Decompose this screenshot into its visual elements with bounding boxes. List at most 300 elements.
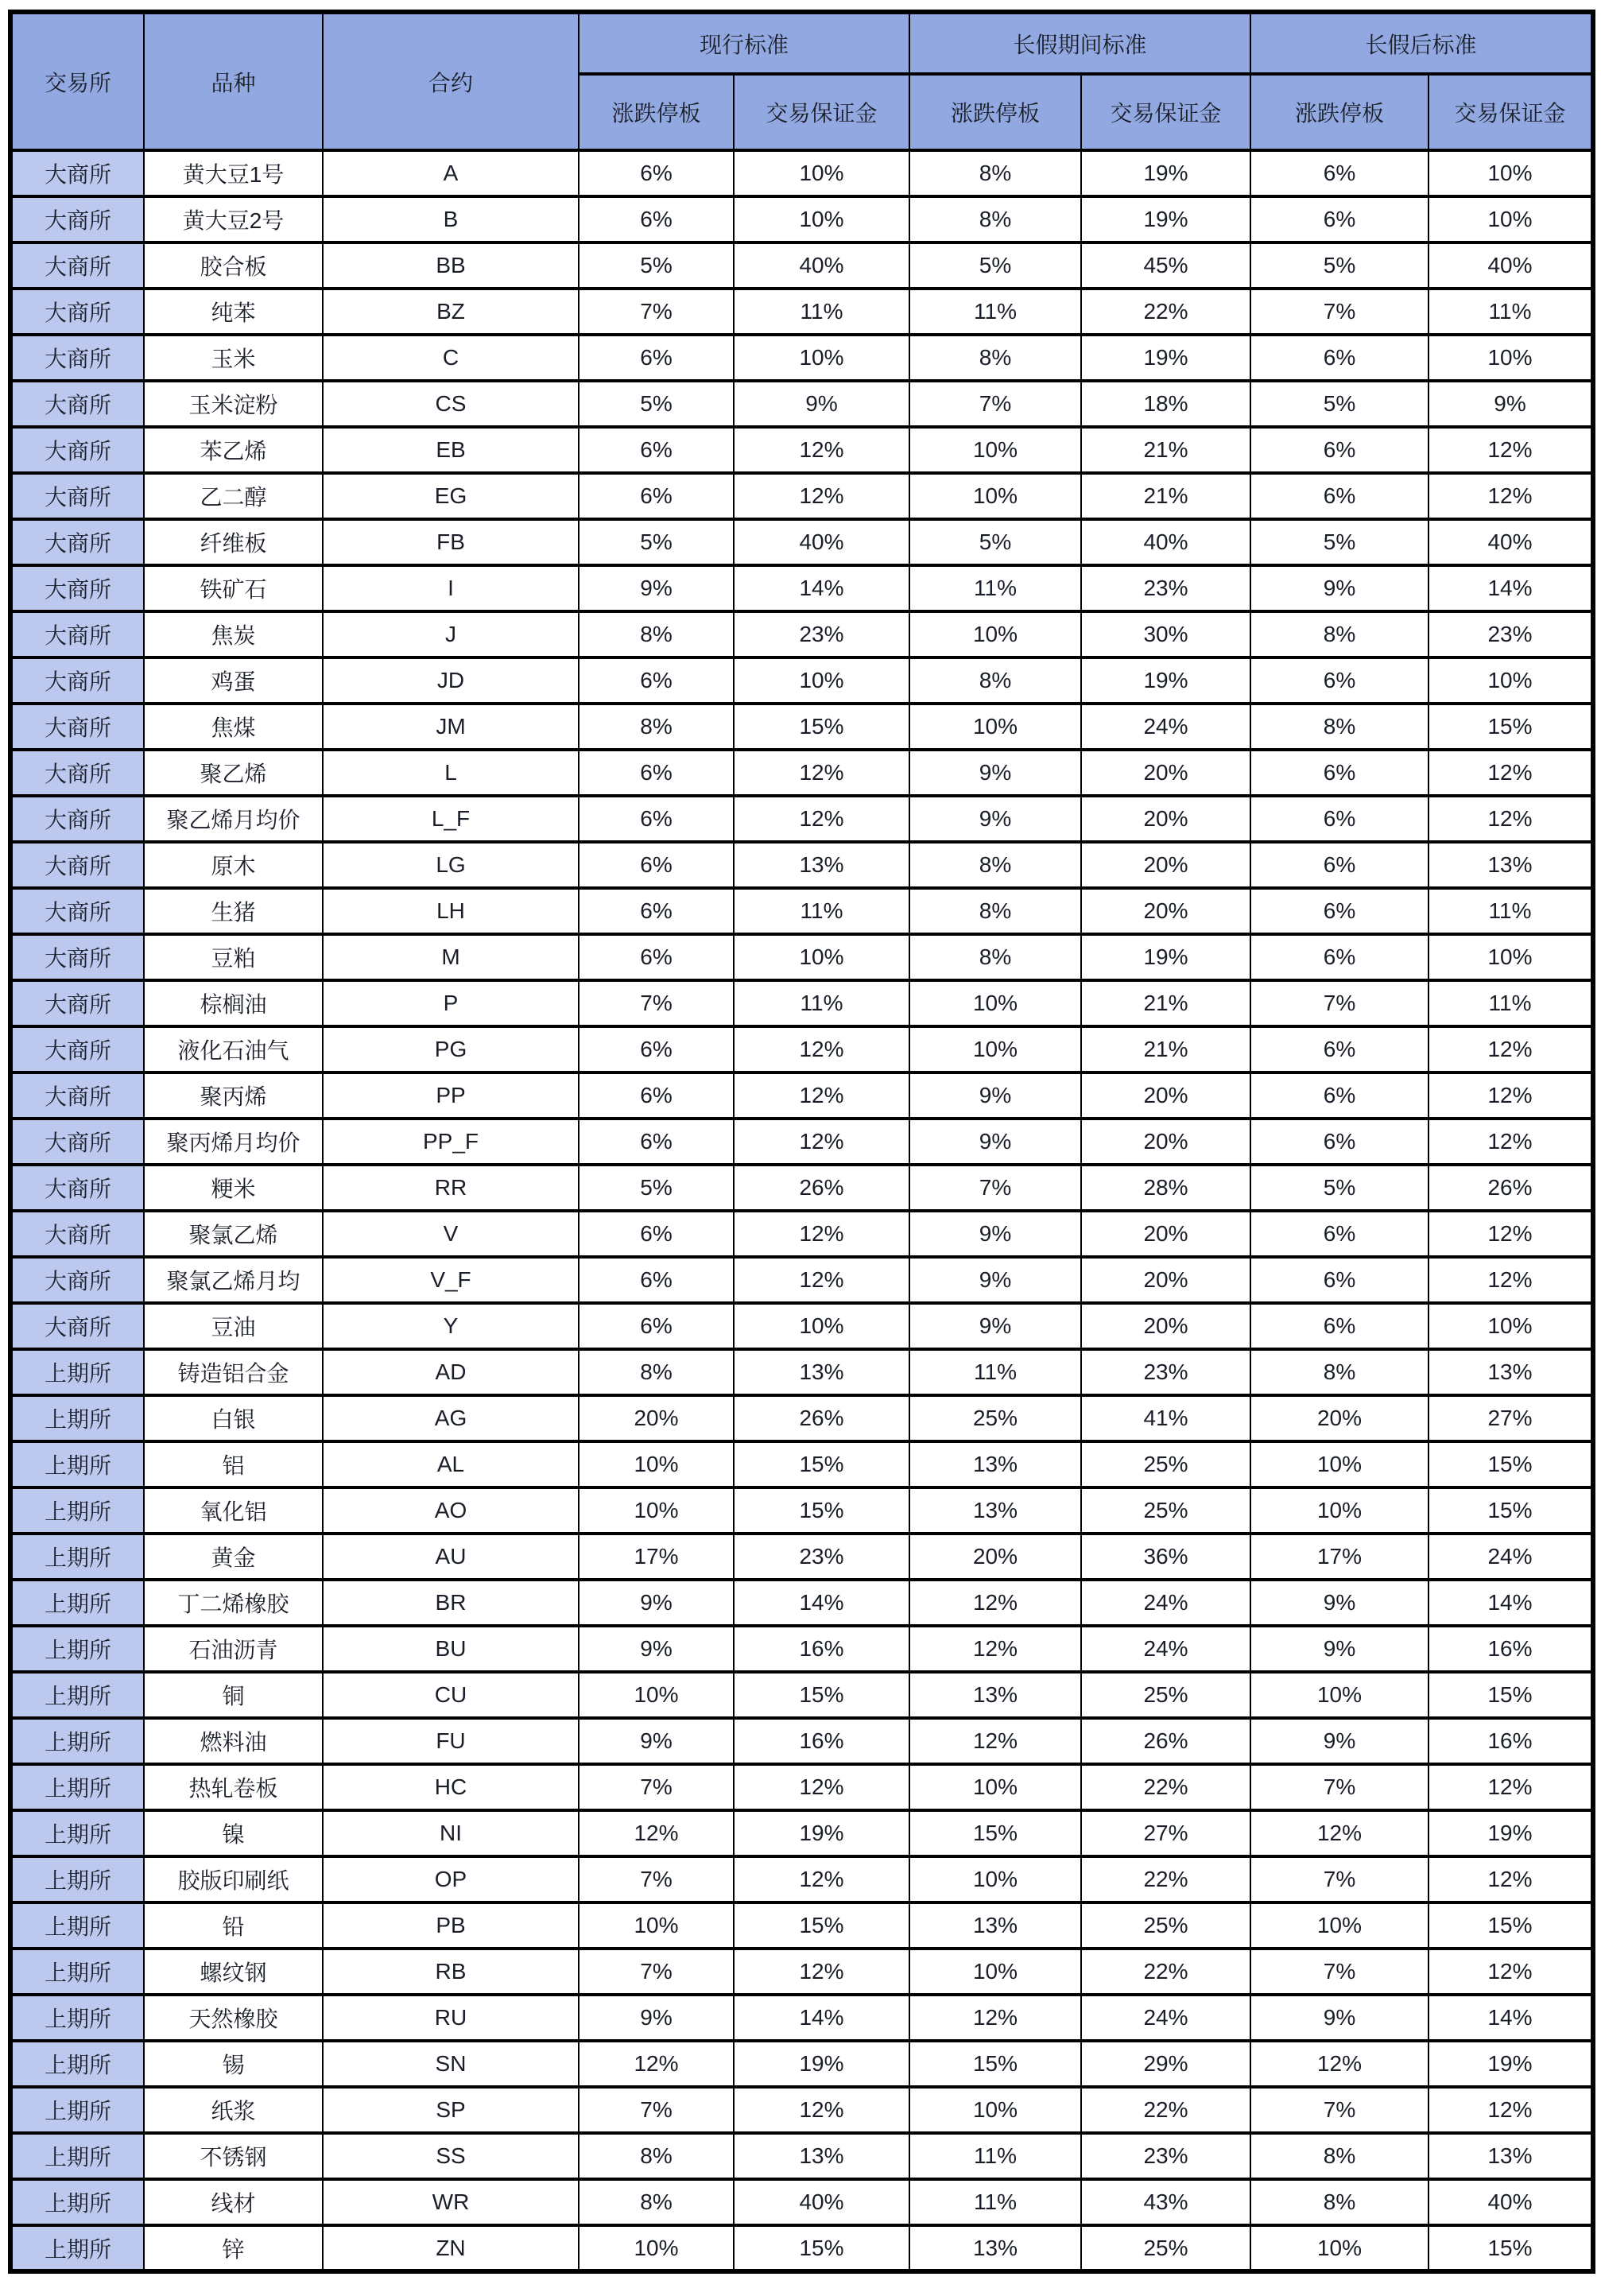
- cell-product: 黄金: [144, 1534, 323, 1580]
- cell-product: 液化石油气: [144, 1026, 323, 1072]
- cell-contract: ZN: [323, 2225, 579, 2271]
- cell-holiday-margin: 25%: [1081, 1672, 1250, 1718]
- cell-contract: SP: [323, 2087, 579, 2133]
- cell-holiday-margin: 20%: [1081, 1211, 1250, 1257]
- cell-holiday-margin: 19%: [1081, 934, 1250, 980]
- cell-exchange: 大商所: [10, 1257, 144, 1303]
- cell-holiday-margin: 20%: [1081, 750, 1250, 796]
- header-current-margin: 交易保证金: [734, 74, 909, 150]
- cell-product: 铁矿石: [144, 565, 323, 611]
- cell-after-limit: 7%: [1250, 289, 1428, 335]
- cell-contract: WR: [323, 2179, 579, 2225]
- cell-after-limit: 8%: [1250, 1349, 1428, 1395]
- cell-current-margin: 40%: [734, 242, 909, 289]
- cell-after-limit: 6%: [1250, 888, 1428, 934]
- cell-after-margin: 12%: [1428, 796, 1593, 842]
- cell-holiday-margin: 40%: [1081, 519, 1250, 565]
- cell-current-limit: 6%: [579, 1257, 734, 1303]
- cell-holiday-margin: 24%: [1081, 1995, 1250, 2041]
- cell-holiday-margin: 21%: [1081, 1026, 1250, 1072]
- header-group-current: 现行标准: [579, 12, 909, 74]
- cell-current-margin: 40%: [734, 2179, 909, 2225]
- cell-after-limit: 6%: [1250, 1211, 1428, 1257]
- cell-current-limit: 8%: [579, 2179, 734, 2225]
- cell-after-margin: 15%: [1428, 704, 1593, 750]
- cell-holiday-margin: 22%: [1081, 1949, 1250, 1995]
- table-row: [10, 1810, 1593, 1856]
- cell-contract: PP: [323, 1072, 579, 1119]
- cell-product: 苯乙烯: [144, 427, 323, 473]
- cell-current-limit: 7%: [579, 1949, 734, 1995]
- table-row: [10, 565, 1593, 611]
- cell-current-limit: 7%: [579, 2087, 734, 2133]
- cell-current-margin: 14%: [734, 565, 909, 611]
- cell-product: 玉米淀粉: [144, 381, 323, 427]
- cell-holiday-limit: 10%: [909, 1764, 1081, 1810]
- cell-current-margin: 11%: [734, 289, 909, 335]
- table-row: [10, 1902, 1593, 1949]
- cell-holiday-margin: 25%: [1081, 1902, 1250, 1949]
- cell-exchange: 大商所: [10, 980, 144, 1026]
- cell-exchange: 上期所: [10, 1718, 144, 1764]
- cell-product: 石油沥青: [144, 1626, 323, 1672]
- cell-current-margin: 11%: [734, 980, 909, 1026]
- cell-exchange: 大商所: [10, 704, 144, 750]
- cell-exchange: 大商所: [10, 1211, 144, 1257]
- cell-holiday-limit: 10%: [909, 1856, 1081, 1902]
- cell-current-limit: 10%: [579, 1672, 734, 1718]
- cell-holiday-margin: 23%: [1081, 565, 1250, 611]
- header-group-holiday: 长假期间标准: [909, 12, 1250, 74]
- header-current-limit: 涨跌停板: [579, 74, 734, 150]
- cell-current-limit: 6%: [579, 150, 734, 196]
- cell-contract: AU: [323, 1534, 579, 1580]
- cell-current-margin: 14%: [734, 1580, 909, 1626]
- cell-contract: JM: [323, 704, 579, 750]
- cell-contract: J: [323, 611, 579, 657]
- cell-after-limit: 8%: [1250, 2133, 1428, 2179]
- table-row: [10, 611, 1593, 657]
- cell-after-margin: 15%: [1428, 1672, 1593, 1718]
- table-row: [10, 1441, 1593, 1487]
- cell-holiday-margin: 23%: [1081, 2133, 1250, 2179]
- cell-current-margin: 13%: [734, 2133, 909, 2179]
- cell-product: 线材: [144, 2179, 323, 2225]
- cell-product: 纸浆: [144, 2087, 323, 2133]
- cell-holiday-limit: 10%: [909, 980, 1081, 1026]
- cell-product: 聚乙烯: [144, 750, 323, 796]
- cell-holiday-margin: 41%: [1081, 1395, 1250, 1441]
- cell-holiday-margin: 20%: [1081, 1303, 1250, 1349]
- cell-after-margin: 10%: [1428, 196, 1593, 242]
- cell-exchange: 大商所: [10, 196, 144, 242]
- cell-current-limit: 6%: [579, 1211, 734, 1257]
- cell-after-limit: 7%: [1250, 1764, 1428, 1810]
- cell-after-margin: 13%: [1428, 842, 1593, 888]
- table-row: [10, 1856, 1593, 1902]
- cell-current-margin: 12%: [734, 1026, 909, 1072]
- cell-current-limit: 6%: [579, 473, 734, 519]
- cell-holiday-limit: 11%: [909, 2133, 1081, 2179]
- cell-holiday-limit: 5%: [909, 519, 1081, 565]
- cell-current-margin: 23%: [734, 1534, 909, 1580]
- cell-holiday-limit: 13%: [909, 1487, 1081, 1534]
- cell-after-limit: 8%: [1250, 704, 1428, 750]
- cell-product: 黄大豆2号: [144, 196, 323, 242]
- cell-holiday-margin: 36%: [1081, 1534, 1250, 1580]
- cell-exchange: 大商所: [10, 934, 144, 980]
- table-row: [10, 934, 1593, 980]
- table-row: [10, 1626, 1593, 1672]
- table-row: [10, 1949, 1593, 1995]
- cell-current-limit: 8%: [579, 1349, 734, 1395]
- table-row: [10, 1026, 1593, 1072]
- cell-after-margin: 16%: [1428, 1626, 1593, 1672]
- cell-current-margin: 12%: [734, 1856, 909, 1902]
- cell-holiday-limit: 13%: [909, 1902, 1081, 1949]
- cell-holiday-limit: 8%: [909, 196, 1081, 242]
- cell-contract: EB: [323, 427, 579, 473]
- cell-current-margin: 14%: [734, 1995, 909, 2041]
- header-after-limit: 涨跌停板: [1250, 74, 1428, 150]
- cell-after-margin: 11%: [1428, 289, 1593, 335]
- table-row: [10, 2179, 1593, 2225]
- cell-current-margin: 12%: [734, 1257, 909, 1303]
- cell-exchange: 上期所: [10, 2225, 144, 2271]
- cell-exchange: 上期所: [10, 1764, 144, 1810]
- header-product: 品种: [144, 12, 323, 150]
- cell-current-margin: 10%: [734, 934, 909, 980]
- cell-after-limit: 9%: [1250, 1580, 1428, 1626]
- cell-contract: V_F: [323, 1257, 579, 1303]
- cell-product: 生猪: [144, 888, 323, 934]
- cell-current-margin: 10%: [734, 196, 909, 242]
- cell-contract: L: [323, 750, 579, 796]
- cell-exchange: 上期所: [10, 2133, 144, 2179]
- table-row: [10, 1487, 1593, 1534]
- cell-current-limit: 6%: [579, 427, 734, 473]
- cell-after-margin: 15%: [1428, 1902, 1593, 1949]
- cell-current-limit: 10%: [579, 2225, 734, 2271]
- cell-after-limit: 6%: [1250, 196, 1428, 242]
- cell-product: 燃料油: [144, 1718, 323, 1764]
- cell-after-limit: 6%: [1250, 1072, 1428, 1119]
- cell-holiday-limit: 7%: [909, 381, 1081, 427]
- cell-exchange: 上期所: [10, 1395, 144, 1441]
- cell-holiday-limit: 20%: [909, 1534, 1081, 1580]
- cell-after-margin: 24%: [1428, 1534, 1593, 1580]
- table-row: [10, 1764, 1593, 1810]
- cell-product: 热轧卷板: [144, 1764, 323, 1810]
- cell-current-margin: 13%: [734, 842, 909, 888]
- cell-holiday-limit: 10%: [909, 2087, 1081, 2133]
- cell-holiday-margin: 24%: [1081, 1580, 1250, 1626]
- cell-after-margin: 12%: [1428, 1949, 1593, 1995]
- cell-exchange: 上期所: [10, 1949, 144, 1995]
- cell-contract: AL: [323, 1441, 579, 1487]
- cell-holiday-margin: 30%: [1081, 611, 1250, 657]
- cell-product: 原木: [144, 842, 323, 888]
- cell-contract: B: [323, 196, 579, 242]
- cell-after-limit: 6%: [1250, 335, 1428, 381]
- cell-exchange: 上期所: [10, 2087, 144, 2133]
- cell-current-limit: 6%: [579, 1303, 734, 1349]
- cell-exchange: 大商所: [10, 473, 144, 519]
- table-row: [10, 842, 1593, 888]
- cell-contract: A: [323, 150, 579, 196]
- cell-after-limit: 6%: [1250, 150, 1428, 196]
- cell-contract: Y: [323, 1303, 579, 1349]
- cell-exchange: 大商所: [10, 888, 144, 934]
- cell-contract: M: [323, 934, 579, 980]
- table-row: [10, 427, 1593, 473]
- cell-holiday-margin: 19%: [1081, 150, 1250, 196]
- cell-holiday-limit: 12%: [909, 1580, 1081, 1626]
- cell-product: 丁二烯橡胶: [144, 1580, 323, 1626]
- cell-current-margin: 12%: [734, 796, 909, 842]
- table-row: [10, 1672, 1593, 1718]
- cell-after-margin: 9%: [1428, 381, 1593, 427]
- cell-holiday-limit: 9%: [909, 1257, 1081, 1303]
- cell-product: 天然橡胶: [144, 1995, 323, 2041]
- cell-contract: BU: [323, 1626, 579, 1672]
- cell-holiday-margin: 26%: [1081, 1718, 1250, 1764]
- cell-holiday-limit: 9%: [909, 1303, 1081, 1349]
- cell-after-margin: 23%: [1428, 611, 1593, 657]
- table-row: [10, 657, 1593, 704]
- cell-current-limit: 9%: [579, 1718, 734, 1764]
- cell-holiday-limit: 13%: [909, 2225, 1081, 2271]
- cell-current-limit: 12%: [579, 1810, 734, 1856]
- cell-after-margin: 10%: [1428, 335, 1593, 381]
- cell-current-limit: 6%: [579, 842, 734, 888]
- cell-exchange: 上期所: [10, 1487, 144, 1534]
- cell-after-limit: 7%: [1250, 2087, 1428, 2133]
- cell-after-margin: 13%: [1428, 1349, 1593, 1395]
- cell-after-limit: 9%: [1250, 565, 1428, 611]
- table-row: [10, 242, 1593, 289]
- cell-current-margin: 11%: [734, 888, 909, 934]
- cell-contract: FB: [323, 519, 579, 565]
- cell-holiday-margin: 22%: [1081, 289, 1250, 335]
- cell-holiday-limit: 15%: [909, 2041, 1081, 2087]
- cell-current-margin: 26%: [734, 1395, 909, 1441]
- table-row: [10, 796, 1593, 842]
- header-exchange: 交易所: [10, 12, 144, 150]
- cell-current-limit: 8%: [579, 611, 734, 657]
- cell-holiday-limit: 10%: [909, 704, 1081, 750]
- table-row: [10, 1580, 1593, 1626]
- cell-contract: EG: [323, 473, 579, 519]
- cell-after-limit: 12%: [1250, 2041, 1428, 2087]
- cell-after-limit: 8%: [1250, 611, 1428, 657]
- cell-current-margin: 12%: [734, 1211, 909, 1257]
- cell-holiday-margin: 19%: [1081, 335, 1250, 381]
- cell-contract: I: [323, 565, 579, 611]
- cell-contract: RU: [323, 1995, 579, 2041]
- cell-current-margin: 12%: [734, 1764, 909, 1810]
- cell-exchange: 上期所: [10, 1441, 144, 1487]
- cell-current-limit: 6%: [579, 1119, 734, 1165]
- cell-current-margin: 12%: [734, 2087, 909, 2133]
- cell-exchange: 大商所: [10, 335, 144, 381]
- cell-holiday-margin: 25%: [1081, 1487, 1250, 1534]
- header-group-after-holiday: 长假后标准: [1250, 12, 1593, 74]
- cell-contract: BR: [323, 1580, 579, 1626]
- cell-exchange: 大商所: [10, 750, 144, 796]
- cell-product: 纯苯: [144, 289, 323, 335]
- table-row: [10, 750, 1593, 796]
- cell-holiday-limit: 12%: [909, 1626, 1081, 1672]
- cell-contract: PB: [323, 1902, 579, 1949]
- cell-exchange: 上期所: [10, 1856, 144, 1902]
- cell-holiday-limit: 9%: [909, 1072, 1081, 1119]
- table-row: [10, 980, 1593, 1026]
- cell-after-margin: 10%: [1428, 657, 1593, 704]
- table-row: [10, 1995, 1593, 2041]
- cell-after-limit: 5%: [1250, 1165, 1428, 1211]
- cell-holiday-margin: 18%: [1081, 381, 1250, 427]
- cell-contract: AD: [323, 1349, 579, 1395]
- cell-contract: FU: [323, 1718, 579, 1764]
- table-row: [10, 1718, 1593, 1764]
- cell-product: 铸造铝合金: [144, 1349, 323, 1395]
- cell-after-margin: 14%: [1428, 1995, 1593, 2041]
- cell-current-margin: 15%: [734, 704, 909, 750]
- cell-current-margin: 10%: [734, 335, 909, 381]
- cell-after-limit: 5%: [1250, 519, 1428, 565]
- cell-holiday-limit: 13%: [909, 1672, 1081, 1718]
- cell-contract: BZ: [323, 289, 579, 335]
- cell-holiday-limit: 9%: [909, 750, 1081, 796]
- cell-current-margin: 9%: [734, 381, 909, 427]
- cell-current-limit: 6%: [579, 1026, 734, 1072]
- cell-product: 聚氯乙烯月均: [144, 1257, 323, 1303]
- cell-after-margin: 40%: [1428, 242, 1593, 289]
- header-after-margin: 交易保证金: [1428, 74, 1593, 150]
- cell-holiday-margin: 22%: [1081, 2087, 1250, 2133]
- cell-after-limit: 5%: [1250, 242, 1428, 289]
- cell-current-margin: 23%: [734, 611, 909, 657]
- cell-after-limit: 20%: [1250, 1395, 1428, 1441]
- cell-current-margin: 26%: [734, 1165, 909, 1211]
- cell-after-margin: 12%: [1428, 1119, 1593, 1165]
- cell-product: 胶版印刷纸: [144, 1856, 323, 1902]
- cell-holiday-limit: 5%: [909, 242, 1081, 289]
- cell-current-limit: 6%: [579, 934, 734, 980]
- cell-current-limit: 5%: [579, 519, 734, 565]
- cell-after-margin: 12%: [1428, 1211, 1593, 1257]
- cell-current-margin: 16%: [734, 1718, 909, 1764]
- cell-holiday-limit: 10%: [909, 611, 1081, 657]
- table-row: [10, 289, 1593, 335]
- cell-current-limit: 5%: [579, 381, 734, 427]
- cell-current-limit: 5%: [579, 1165, 734, 1211]
- cell-current-limit: 10%: [579, 1441, 734, 1487]
- cell-current-limit: 7%: [579, 1764, 734, 1810]
- cell-contract: P: [323, 980, 579, 1026]
- cell-exchange: 上期所: [10, 1995, 144, 2041]
- cell-holiday-limit: 8%: [909, 150, 1081, 196]
- cell-after-limit: 5%: [1250, 381, 1428, 427]
- cell-exchange: 上期所: [10, 2041, 144, 2087]
- cell-holiday-limit: 15%: [909, 1810, 1081, 1856]
- table-row: [10, 2225, 1593, 2271]
- cell-current-limit: 7%: [579, 1856, 734, 1902]
- cell-current-margin: 10%: [734, 150, 909, 196]
- cell-product: 不锈钢: [144, 2133, 323, 2179]
- cell-product: 锡: [144, 2041, 323, 2087]
- cell-contract: SS: [323, 2133, 579, 2179]
- cell-current-limit: 10%: [579, 1902, 734, 1949]
- cell-current-margin: 12%: [734, 750, 909, 796]
- cell-current-limit: 9%: [579, 1995, 734, 2041]
- cell-after-limit: 9%: [1250, 1626, 1428, 1672]
- cell-product: 鸡蛋: [144, 657, 323, 704]
- cell-product: 黄大豆1号: [144, 150, 323, 196]
- table-row: [10, 2133, 1593, 2179]
- cell-exchange: 上期所: [10, 1626, 144, 1672]
- cell-current-margin: 10%: [734, 1303, 909, 1349]
- cell-after-margin: 16%: [1428, 1718, 1593, 1764]
- cell-contract: L_F: [323, 796, 579, 842]
- cell-after-margin: 12%: [1428, 1856, 1593, 1902]
- cell-exchange: 大商所: [10, 1119, 144, 1165]
- cell-after-limit: 10%: [1250, 1487, 1428, 1534]
- cell-holiday-margin: 19%: [1081, 657, 1250, 704]
- cell-holiday-margin: 25%: [1081, 1441, 1250, 1487]
- cell-exchange: 大商所: [10, 381, 144, 427]
- cell-current-limit: 5%: [579, 242, 734, 289]
- cell-product: 聚乙烯月均价: [144, 796, 323, 842]
- cell-holiday-limit: 8%: [909, 335, 1081, 381]
- cell-after-limit: 7%: [1250, 980, 1428, 1026]
- cell-holiday-limit: 8%: [909, 842, 1081, 888]
- cell-contract: RB: [323, 1949, 579, 1995]
- table-header: [10, 12, 1593, 150]
- table-row: [10, 1165, 1593, 1211]
- cell-contract: LH: [323, 888, 579, 934]
- cell-after-margin: 12%: [1428, 2087, 1593, 2133]
- cell-after-limit: 17%: [1250, 1534, 1428, 1580]
- cell-current-limit: 20%: [579, 1395, 734, 1441]
- cell-holiday-margin: 20%: [1081, 1072, 1250, 1119]
- cell-product: 棕榈油: [144, 980, 323, 1026]
- cell-holiday-margin: 29%: [1081, 2041, 1250, 2087]
- cell-holiday-limit: 11%: [909, 2179, 1081, 2225]
- cell-after-limit: 6%: [1250, 427, 1428, 473]
- cell-current-limit: 6%: [579, 750, 734, 796]
- table-row: [10, 2041, 1593, 2087]
- cell-after-limit: 10%: [1250, 1902, 1428, 1949]
- cell-holiday-limit: 10%: [909, 473, 1081, 519]
- cell-current-limit: 10%: [579, 1487, 734, 1534]
- cell-product: 乙二醇: [144, 473, 323, 519]
- cell-exchange: 大商所: [10, 842, 144, 888]
- table-row: [10, 519, 1593, 565]
- cell-after-limit: 6%: [1250, 1026, 1428, 1072]
- cell-holiday-margin: 43%: [1081, 2179, 1250, 2225]
- table-row: [10, 1534, 1593, 1580]
- cell-after-limit: 6%: [1250, 750, 1428, 796]
- cell-contract: V: [323, 1211, 579, 1257]
- cell-product: 粳米: [144, 1165, 323, 1211]
- cell-product: 豆粕: [144, 934, 323, 980]
- cell-product: 纤维板: [144, 519, 323, 565]
- cell-current-margin: 15%: [734, 1902, 909, 1949]
- table-row: [10, 1119, 1593, 1165]
- cell-current-limit: 8%: [579, 704, 734, 750]
